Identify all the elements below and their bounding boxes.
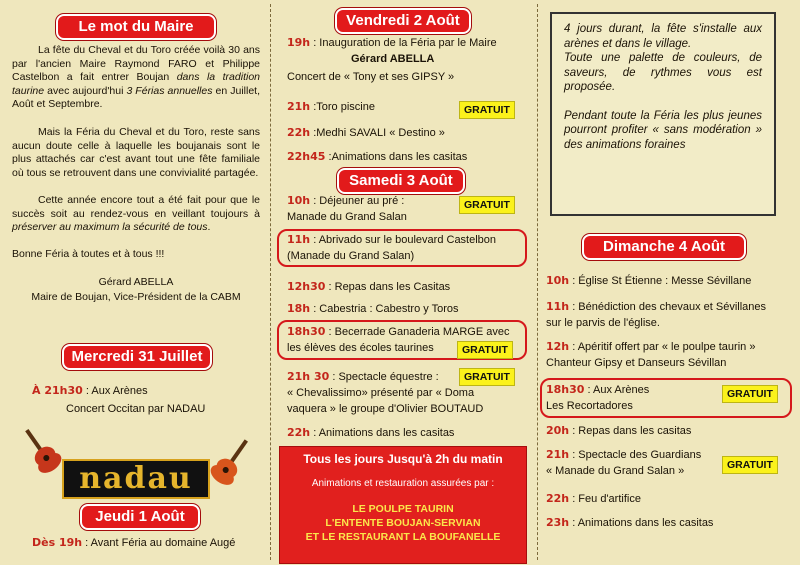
panel-line-1: LE POULPE TAURIN [352, 503, 454, 515]
dim-18h30-row: 18h30 : Aux Arènes [546, 383, 650, 396]
signer-name: Gérard ABELLA [98, 276, 174, 288]
sam-11h-row-2: (Manade du Grand Salan) [287, 250, 415, 262]
dim-21h-row: 21h : Spectacle des Guardians [546, 448, 702, 461]
badge-gratuit-sam-18h30: GRATUIT [457, 341, 513, 359]
nadau-logo: nadau [62, 459, 210, 499]
sam-10h-row: 10h : Déjeuner au pré : [287, 194, 405, 207]
ven-19h-row: 19h : Inauguration de la Féria par le Maire [287, 36, 497, 49]
intro-box-p1: 4 jours durant, la fête s'installe aux arènes et dans le village. [564, 23, 762, 50]
sam-21h30-row-3: vaquera » le groupe d'Olivier BOUTAUD [287, 403, 484, 415]
sam-12h30-row: 12h30 : Repas dans les Casitas [287, 280, 451, 293]
jeudi-line: Dès 19h : Avant Féria au domaine Augé [32, 536, 236, 549]
badge-gratuit-dim-21h: GRATUIT [722, 456, 778, 474]
dim-22h-row: 22h : Feu d'artifice [546, 492, 641, 505]
dimanche-header: Dimanche 4 Août [582, 234, 746, 260]
dim-12h-row-2: Chanteur Gipsy et Danseurs Sévillan [546, 357, 727, 369]
mercredi-line-1: À 21h30 : Aux Arènes [32, 384, 148, 397]
guitar-right-icon [204, 434, 260, 488]
column-right [537, 4, 796, 560]
vendredi-header: Vendredi 2 Août [335, 8, 471, 34]
dim-11h-row-2: sur le parvis de l'église. [546, 317, 660, 329]
mot-du-maire-header: Le mot du Maire [56, 14, 216, 40]
greeting-text: Bonne Féria à toutes et à tous !!! [12, 248, 165, 260]
badge-gratuit-dim-18h30: GRATUIT [722, 385, 778, 403]
column-left [4, 4, 265, 560]
ven-22h45-row: 22h45 :Animations dans les casitas [287, 150, 468, 163]
sam-22h-row: 22h : Animations dans les casitas [287, 426, 455, 439]
dim-10h-row: 10h : Église St Étienne : Messe Sévillane [546, 274, 752, 287]
dim-11h-row: 11h : Bénédiction des chevaux et Sévillanes [546, 300, 767, 313]
ven-concert: Concert de « Tony et ses GIPSY » [287, 71, 455, 83]
sam-18h30-row-2: les élèves des écoles taurines [287, 342, 434, 354]
intro-box [550, 12, 776, 216]
mayor-third-text: Cette année encore tout a été fait pour que le succès soit au rendez-vous en veillant toujours à préserver au maximum la sécurité de tous. [12, 194, 260, 234]
dim-12h-row: 12h : Apéritif offert par « le poulpe taurin » [546, 340, 756, 353]
daily-info-panel [279, 446, 527, 564]
panel-line-2: L'ENTENTE BOUJAN-SERVIAN [325, 517, 481, 529]
intro-box-p2: Toute une palette de couleurs, de saveurs, de rythmes vous est proposée. [564, 52, 762, 93]
sam-18h30-row: 18h30 : Becerrade Ganaderia MARGE avec [287, 325, 510, 338]
mercredi-line-2: Concert Occitan par NADAU [66, 403, 206, 415]
ven-21h-row: 21h :Toro piscine [287, 100, 375, 113]
mercredi-header: Mercredi 31 Juillet [62, 344, 212, 370]
samedi-header: Samedi 3 Août [337, 168, 465, 194]
panel-subtitle: Animations et restauration assurées par : [311, 478, 495, 489]
panel-anchor [270, 0, 532, 565]
dim-20h-row: 20h : Repas dans les casitas [546, 424, 692, 437]
sam-10h-row-2: Manade du Grand Salan [287, 211, 407, 223]
dim-18h30-row-2: Les Recortadores [546, 400, 633, 412]
ven-22h-row: 22h :Medhi SAVALI « Destino » [287, 126, 445, 139]
intro-box-p3: Pendant toute la Féria les plus jeunes pourront profiter « sans modération » des animations foraines [564, 109, 762, 151]
sam-21h30-row: 21h 30 : Spectacle équestre : [287, 370, 439, 383]
badge-gratuit-sam-21h30: GRATUIT [459, 368, 515, 386]
signer-title: Maire de Boujan, Vice-Président de la CABM [31, 291, 241, 303]
dim-21h-row-2: « Manade du Grand Salan » [546, 465, 685, 477]
panel-title: Tous les jours Jusqu'à 2h du matin [303, 452, 503, 466]
panel-line-3: ET LE RESTAURANT LA BOUFANELLE [305, 531, 501, 543]
sam-11h-row: 11h : Abrivado sur le boulevard Castelbon [287, 233, 497, 246]
mayor-intro-text: La fête du Cheval et du Toro créée voilà 30 ans par l'ancien Maire Raymond FARO et Philippe Castelbon a fait entrer Boujan dans la tradition taurine avec aujourd'hui 3 Férias annuelles en Juillet, Août et Septembre. [12, 44, 260, 111]
sam-21h30-row-2: « Chevalissimo» présenté par « Doma [287, 387, 475, 399]
mayor-second-text: Mais la Féria du Cheval et du Toro, reste sans aucun doute celle à laquelle les boujanais sont le plus attachés car c'est avant tout une fête familiale où tous se retrouvent dans une convivialité partagée. [12, 126, 260, 179]
dim-23h-row: 23h : Animations dans les casitas [546, 516, 714, 529]
ven-19h-name: Gérard ABELLA [351, 53, 435, 65]
guitar-left-icon [12, 424, 68, 474]
jeudi-header: Jeudi 1 Août [80, 504, 200, 530]
badge-gratuit-ven-21h: GRATUIT [459, 101, 515, 119]
sam-18h-row: 18h : Cabestria : Cabestro y Toros [287, 302, 459, 315]
badge-gratuit-sam-10h: GRATUIT [459, 196, 515, 214]
